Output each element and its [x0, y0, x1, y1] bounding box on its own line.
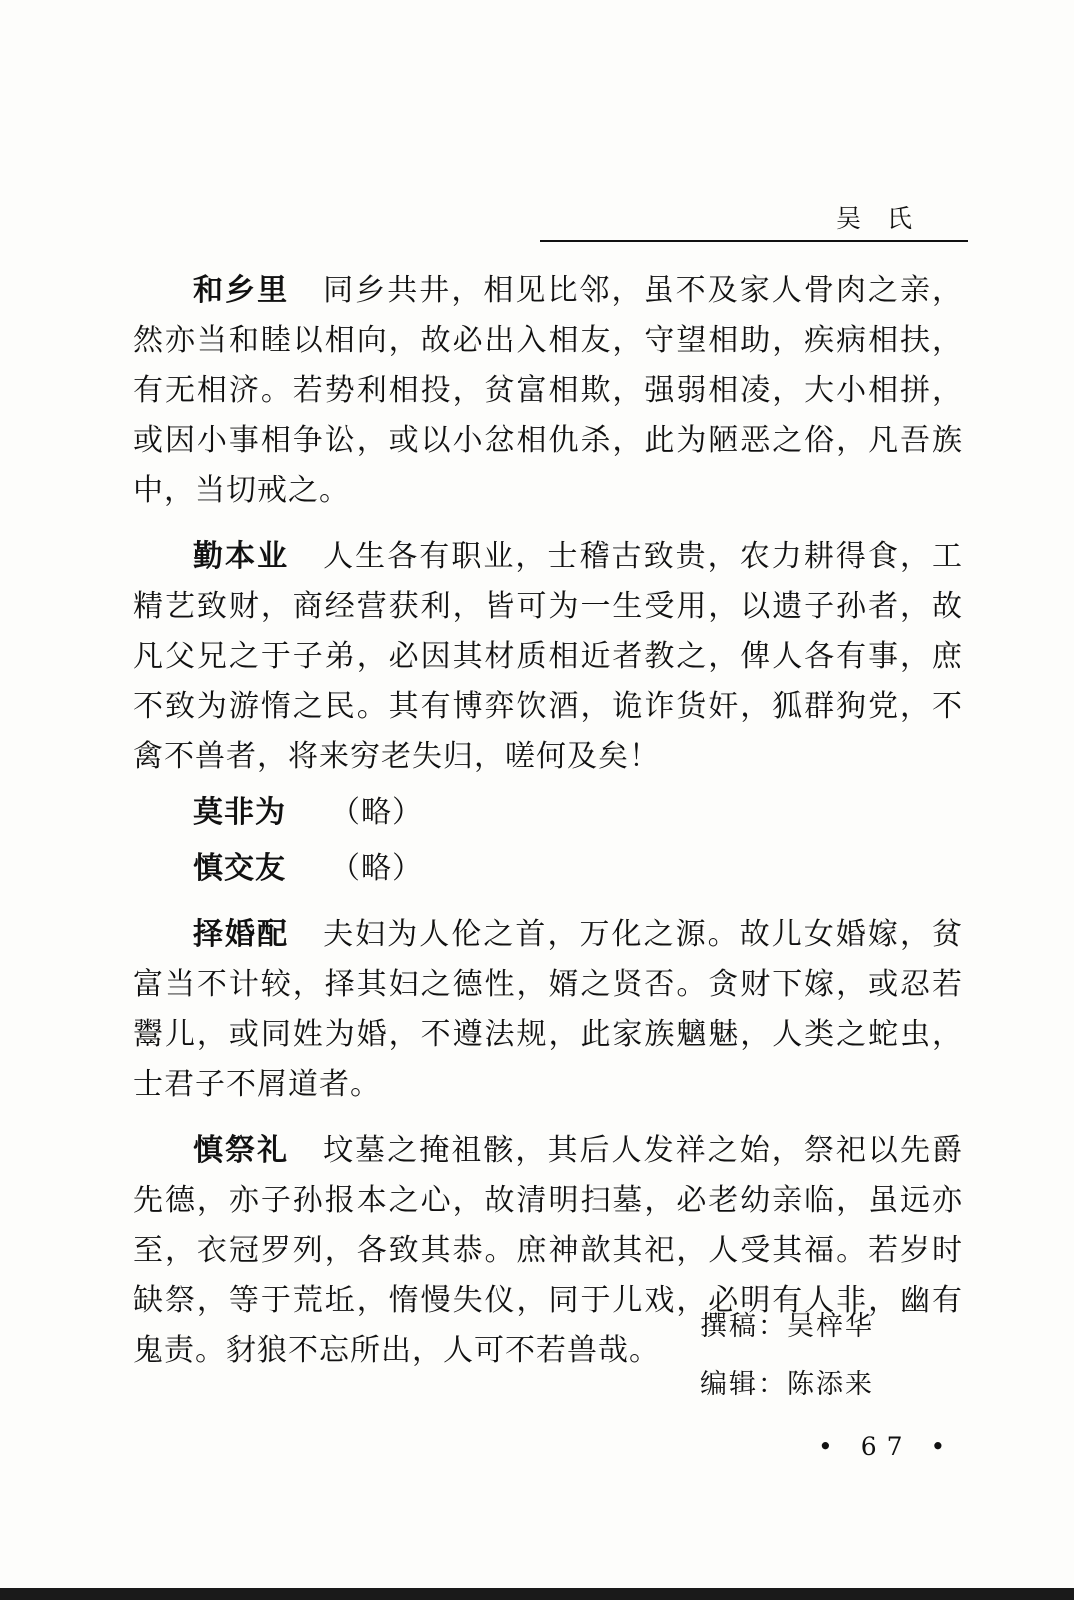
section-shen-jiao-you: [133, 844, 963, 894]
body-text: [133, 266, 963, 1376]
section-heading: 勤本业: [193, 539, 290, 574]
credits: [700, 1298, 874, 1414]
page-number: • 67 •: [818, 1432, 956, 1461]
section-heading: 莫非为: [193, 795, 286, 830]
section-heading: 和乡里: [193, 273, 290, 308]
section-he-xiang-li: [133, 266, 963, 516]
section-qin-ben-ye: [133, 532, 963, 782]
section-text: （略）: [330, 795, 423, 830]
editor-credit: 编辑：陈添来: [700, 1369, 874, 1400]
section-text: （略）: [330, 851, 423, 886]
section-ze-hun-pei: [133, 910, 963, 1110]
section-heading: 择婚配: [193, 917, 290, 952]
scan-edge: [0, 1588, 1074, 1600]
section-heading: 慎祭礼: [193, 1133, 290, 1168]
section-text: 同乡共井，相见比邻，虽不及家人骨肉之亲，然亦当和睦以相向，故必出入相友，守望相助，疾病相扶，有无相济。若势利相投，贫富相欺，强弱相凌，大小相拼，或因小事相争讼，或以小忿相仇杀，此为陋恶之俗，凡吾族中，当切戒之。: [133, 273, 964, 508]
writer-credit: 撰稿：吴梓华: [700, 1311, 874, 1342]
section-text: 人生各有职业，士稽古致贵，农力耕得食，工精艺致财，商经营获利，皆可为一生受用，以遗子孙者，故凡父兄之于子弟，必因其材质相近者教之，俾人各有事，庶不致为游惰之民。其有博弈饮酒，诡诈货奸，狐群狗党，不禽不兽者，将来穷老失归，嗟何及矣！: [133, 539, 964, 774]
section-mo-fei-wei: [133, 788, 963, 838]
running-head-title: 吴氏: [835, 204, 938, 233]
section-text: 夫妇为人伦之首，万化之源。故儿女婚嫁，贫富当不计较，择其妇之德性，婿之贤否。贪财下嫁，或忍若鬻儿，或同姓为婚，不遵法规，此家族魑魅，人类之蛇虫，士君子不屑道者。: [133, 917, 964, 1102]
section-text: 坟墓之掩祖骸，其后人发祥之始，祭祀以先爵先德，亦子孙报本之心，故清明扫墓，必老幼亲临，虽远亦至，衣冠罗列，各致其恭。庶神歆其祀，人受其福。若岁时缺祭，等于荒坵，惰慢失仪，同于儿戏，必明有人非，幽有鬼责。豺狼不忘所出，人可不若兽哉。: [133, 1133, 964, 1368]
section-heading: 慎交友: [193, 851, 286, 886]
header-rule: [540, 240, 968, 242]
running-head: [540, 202, 970, 242]
